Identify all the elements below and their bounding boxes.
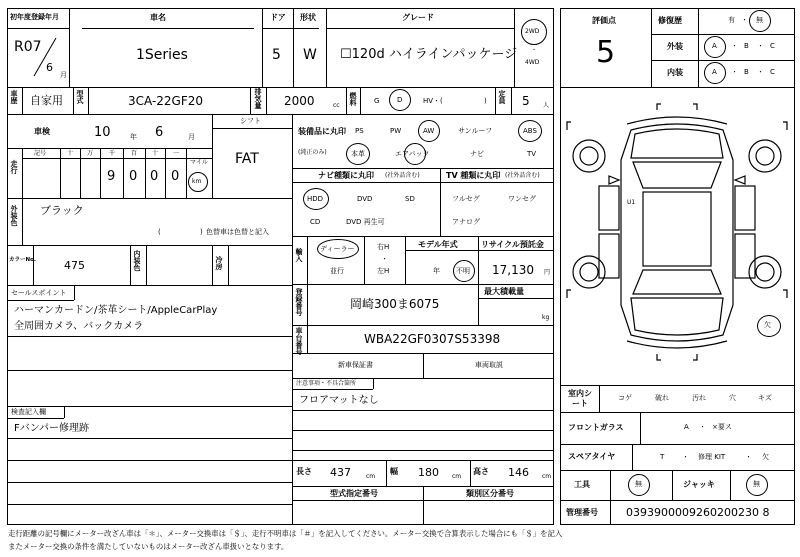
seat-scratch: キズ	[758, 394, 772, 402]
equip-pw: PW	[390, 127, 402, 135]
windshield-label: フロントガラス	[568, 423, 624, 432]
displacement-value: 2000	[284, 94, 315, 108]
digit-5: 0	[171, 169, 180, 184]
registration-label: 登録番号	[295, 288, 303, 316]
recycle-label: リサイクル預託金	[481, 240, 544, 249]
import-parallel: 並行	[330, 267, 344, 275]
shape-value: W	[303, 47, 317, 63]
km-label: km	[192, 178, 202, 185]
tools-value: 無	[635, 480, 642, 488]
seat-burn: コゲ	[618, 394, 632, 402]
repaint-open: (	[158, 228, 161, 236]
spare-missing: 欠	[762, 453, 769, 461]
first-reg-month-unit: 月	[60, 71, 67, 79]
nav-type-sub: (社外品含む)	[385, 172, 420, 179]
management-label: 管理番号	[566, 508, 598, 517]
inspection-year-unit: 年	[130, 133, 137, 141]
mileage-label: 走行	[10, 160, 18, 174]
first-reg-label: 初年度登録年月	[10, 13, 59, 21]
fuel-d: D	[397, 96, 403, 104]
digit-3: 0	[129, 169, 138, 184]
exterior-dot2: ・	[757, 42, 764, 50]
equip-tv: TV	[527, 150, 537, 158]
height-cm: cm	[542, 473, 552, 480]
diagram-u1: U1	[627, 199, 636, 206]
recycle-yen: 円	[544, 269, 551, 276]
equip-airbag: エアバック	[395, 150, 430, 158]
recycle-value: 17,130	[492, 263, 534, 277]
person-unit: 人	[543, 102, 550, 109]
rating-label: 評価点	[592, 16, 616, 25]
car-name-label: 車名	[150, 13, 166, 22]
inspector-line1: Fバンパー修理跡	[14, 423, 90, 434]
digit-label-0: 十	[67, 150, 74, 157]
windshield-a: A	[684, 423, 689, 431]
equipment-sub: (純正のみ)	[298, 149, 327, 156]
color-no-value: 475	[64, 259, 85, 272]
mile-label: マイル	[190, 159, 208, 166]
equipment-label: 装備品に丸印	[298, 127, 346, 136]
seat-hole: 穴	[729, 394, 736, 402]
fuel-g: G	[374, 97, 380, 105]
grade-label: グレード	[402, 13, 434, 22]
notes-label: 注意事項・不具合箇所	[296, 380, 357, 387]
capacity-value: 5	[522, 94, 530, 108]
drive-2wd: 2WD	[525, 28, 540, 35]
management-value: 0393900009260200230 8	[626, 506, 770, 519]
equip-navi: ナビ	[470, 150, 484, 158]
ac-label: 冷房	[215, 256, 223, 270]
tv-oneseg: ワンセグ	[508, 195, 536, 203]
import-dealer: ディーラー	[320, 245, 355, 253]
mileage-symbol-label: 記号	[34, 150, 47, 157]
equip-leather: 本革	[351, 150, 365, 158]
nav-type-label: ナビ種類に丸印	[318, 171, 374, 180]
length-value: 437	[330, 466, 351, 479]
spare-kit: 修理 KIT	[698, 453, 726, 461]
spare-t: T	[660, 453, 665, 461]
width-value: 180	[418, 466, 439, 479]
jack-value: 無	[753, 480, 760, 488]
color-no-label: カラーNo.	[9, 257, 36, 263]
cc-unit: cc	[333, 102, 340, 109]
nav-hdd: HDD	[307, 195, 324, 203]
exterior-grade-label: 外装	[667, 42, 683, 51]
digit-2: 9	[107, 169, 116, 184]
equip-abs: ABS	[523, 127, 537, 135]
fuel-close: )	[484, 97, 487, 105]
capacity-label: 定員	[498, 90, 506, 104]
exterior-c: C	[770, 42, 775, 50]
interior-seat-label: 室内シート	[568, 389, 592, 408]
repair-no: 無	[756, 16, 763, 24]
exterior-a: A	[712, 42, 717, 50]
nav-dvd-play: DVD 再生可	[346, 218, 385, 226]
repaint-note: 色替車は色替と記入	[206, 228, 269, 236]
inspector-label: 検査記入欄	[11, 408, 46, 416]
chassis-value: WBA22GF0307S53398	[364, 332, 501, 346]
nav-cd: CD	[310, 218, 321, 226]
interior-dot1: ・	[731, 68, 738, 76]
inspection-year: 10	[94, 125, 111, 140]
inspection-label: 車検	[34, 127, 50, 136]
selling-point-line2: 全周囲カメラ、バックカメラ	[14, 321, 144, 332]
width-label: 幅	[390, 467, 398, 476]
interior-dot2: ・	[757, 68, 764, 76]
warranty-label: 新車保証書	[338, 361, 373, 369]
width-cm: cm	[452, 473, 462, 480]
length-label: 長さ	[296, 467, 312, 476]
import-left: 左H	[377, 267, 390, 275]
fuel-hv: HV・(	[423, 97, 443, 105]
import-dot: ・	[381, 255, 388, 263]
fuel-label: 燃料	[349, 92, 357, 106]
repaint-close: )	[200, 228, 203, 236]
interior-b: B	[744, 68, 749, 76]
grade-value: ☐120d ハイラインパッケージ	[340, 47, 518, 62]
repair-history-label: 修復歴	[658, 16, 682, 25]
windshield-x: ×要ス	[712, 423, 732, 431]
equip-aw: AW	[423, 127, 435, 135]
digit-4: 0	[150, 169, 159, 184]
import-right: 右H	[377, 243, 390, 251]
category-label: 類別区分番号	[466, 489, 514, 498]
rating-value: 5	[596, 35, 616, 70]
spare-dot2: ・	[745, 453, 752, 461]
drive-sep: ・	[531, 47, 538, 54]
car-name: 1Series	[136, 47, 188, 63]
tv-analog: アナログ	[452, 218, 480, 226]
type-approval-label: 型式指定番号	[330, 489, 378, 498]
repair-yes: 有	[728, 16, 735, 24]
digit-label-5: 一	[173, 150, 180, 157]
shift-label: シフト	[240, 117, 261, 125]
tv-type-sub: (社外品含む)	[505, 172, 540, 179]
model-year-unknown: 不明	[456, 267, 470, 275]
model-label: 型式	[76, 90, 84, 104]
digit-label-2: 千	[109, 150, 116, 157]
tools-label: 工具	[574, 480, 590, 489]
interior-grade-label: 内装	[667, 68, 683, 77]
displacement-label: 排気量	[254, 88, 262, 109]
shift-value: FAT	[235, 151, 259, 167]
first-reg-month: 6	[46, 61, 53, 74]
selling-points-label: セールスポイント	[11, 289, 67, 297]
digit-label-1: 万	[87, 150, 94, 157]
registration-value: 岡崎300ま6075	[350, 297, 440, 311]
nav-sd: SD	[405, 195, 415, 203]
length-cm: cm	[366, 473, 376, 480]
use-label: 車歴	[10, 90, 18, 104]
door-value: 5	[272, 47, 281, 63]
digit-label-3: 百	[131, 150, 138, 157]
tv-fullseg: フルセグ	[452, 195, 480, 203]
manual-label: 車両取説	[475, 361, 503, 369]
nav-dvd: DVD	[357, 195, 373, 203]
first-reg-year: R07	[14, 39, 42, 55]
model-year-unit: 年	[433, 267, 440, 275]
equip-ps: PS	[355, 127, 364, 135]
interior-color-label: 内装色	[133, 250, 141, 271]
repair-dot: ・	[741, 16, 748, 24]
door-label: ドア	[270, 13, 286, 22]
shape-label: 形状	[300, 13, 316, 22]
interior-a: A	[712, 68, 717, 76]
equip-sunroof: サンルーフ	[458, 127, 493, 135]
notes-value: フロアマットなし	[299, 395, 379, 406]
use-value: 自家用	[30, 94, 63, 107]
interior-c: C	[770, 68, 775, 76]
chassis-label: 車台番号	[295, 327, 303, 355]
exterior-b: B	[744, 42, 749, 50]
diagram-missing: 欠	[764, 321, 771, 329]
seat-stain: 汚れ	[692, 394, 706, 402]
exterior-dot1: ・	[731, 42, 738, 50]
model-year-label: モデル年式	[418, 240, 458, 249]
height-value: 146	[508, 466, 529, 479]
drive-4wd: 4WD	[525, 59, 540, 66]
color-label: 外装色	[10, 205, 18, 226]
tv-type-label: TV 種類に丸印	[446, 171, 501, 180]
seat-tear: 破れ	[655, 394, 669, 402]
max-load-kg: kg	[542, 314, 550, 321]
reg-slash	[30, 36, 60, 80]
model-value: 3CA-22GF20	[128, 94, 204, 108]
footer-line1: 走行距離の記号欄にメーター改ざん車は「＊」、メーター交換車は「＄」、走行不明車は「＃」を記入してください。メーター交換で合算表示した場合にも「＄」を記入	[8, 529, 563, 538]
jack-label: ジャッキ	[683, 480, 715, 489]
import-label: 輸入	[295, 248, 303, 262]
footer-line2: またメーター交換の条件を満たしていないものはメーター改ざん車扱いとなります。	[8, 542, 289, 551]
inspection-month: 6	[155, 125, 164, 140]
windshield-dot: ・	[699, 423, 706, 431]
color-value: ブラック	[40, 204, 84, 217]
max-load-label: 最大積載量	[484, 287, 524, 296]
digit-label-4: 十	[152, 150, 159, 157]
selling-point-line1: ハーマンカードン/茶革シート/AppleCarPlay	[14, 305, 218, 316]
height-label: 高さ	[473, 467, 489, 476]
inspection-month-unit: 月	[188, 133, 195, 141]
spare-dot1: ・	[682, 453, 689, 461]
spare-tire-label: スペアタイヤ	[568, 452, 616, 461]
